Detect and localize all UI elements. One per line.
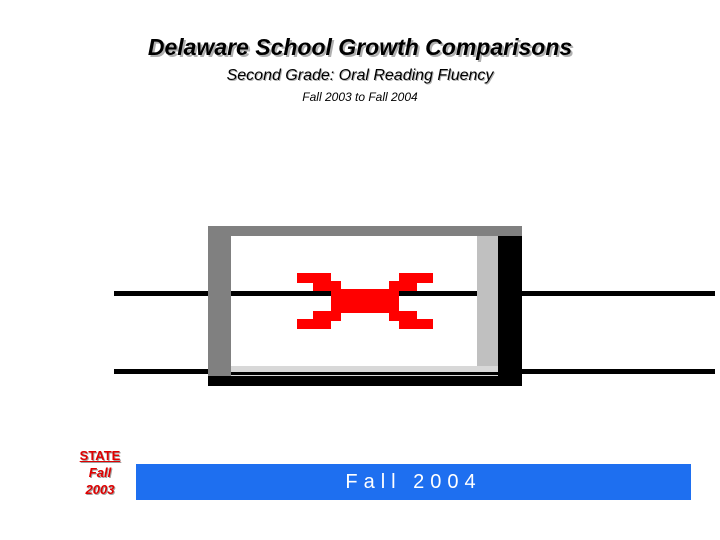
legend-state-fall-2003 [60,447,140,498]
legend-line-3: 2003 [85,482,115,497]
range-box-right-edge [498,236,522,386]
red-x-marker-icon [297,273,433,329]
fall-2004-banner [136,464,691,500]
legend-line-2: Fall [88,465,112,480]
reference-line-upper-left [114,291,208,296]
period-label: Fall 2003 to Fall 2004 [302,90,418,104]
range-box-bottom-edge [208,376,522,386]
range-box-left-edge [208,226,231,386]
legend-line-1: STATE [79,448,121,463]
reference-line-upper-right [522,291,715,296]
reference-line-lower-left [114,369,208,374]
page-title: Delaware School Growth Comparisons [147,34,573,60]
banner-label: Fall 2004 [345,471,482,493]
range-box-bottom-strip [231,372,498,375]
range-box-right-light [477,236,498,368]
reference-line-lower-right [522,369,715,374]
range-box-top-edge [208,226,522,236]
page-subtitle: Second Grade: Oral Reading Fluency [226,67,494,84]
